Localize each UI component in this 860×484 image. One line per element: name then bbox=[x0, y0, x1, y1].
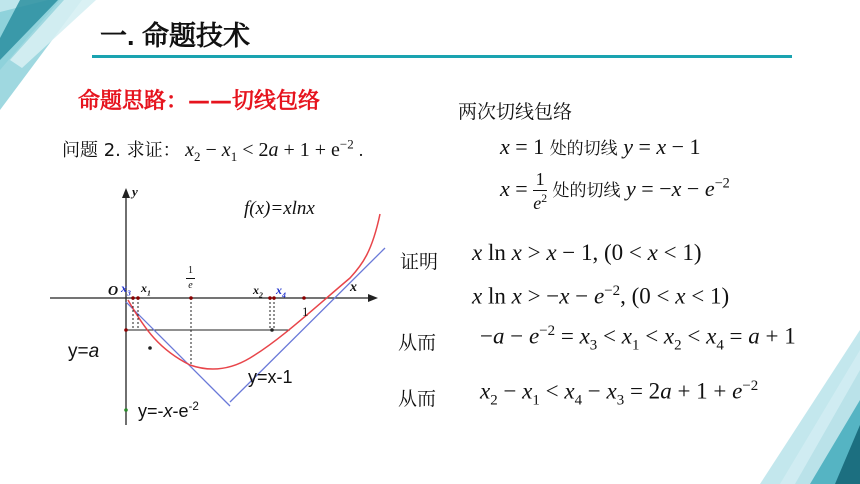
tangent2-label: $y=-x-e^{-2}$ bbox=[138, 400, 199, 421]
x1-label: $x_1$ bbox=[141, 281, 151, 298]
tangent-line-1: x = 1 处的切线 y = x − 1 bbox=[500, 134, 701, 159]
subtitle: 两次切线包络 bbox=[458, 101, 573, 123]
proof-ineq-2: x $\ln x > -x - e^{-2}$, (0 < x < 1) bbox=[472, 283, 730, 309]
function-label: f(x)=xlnx bbox=[244, 198, 315, 219]
page-title: 一. 命题技术 bbox=[100, 21, 251, 51]
proof-label: 证明 bbox=[400, 251, 439, 273]
hence-label-1: 从而 bbox=[398, 332, 437, 354]
x4-label: $x_4$ bbox=[276, 283, 286, 300]
section-heading: 命题思路：——切线包络 bbox=[78, 89, 321, 114]
tangent1-label: y=x-1 bbox=[248, 367, 293, 387]
y-axis-label: y bbox=[132, 184, 138, 199]
function-graph bbox=[50, 180, 390, 430]
x-axis-label: x bbox=[350, 280, 357, 295]
hence-chain: $-a - e^{-2} = x_3 < x_1 < x_2 < x_4 = a + 1$ bbox=[480, 323, 796, 354]
point-x1 bbox=[136, 296, 140, 300]
problem-suffix: . bbox=[358, 140, 364, 160]
tangent-line-2: x = $\frac{1}{e^2}$ 处的切线 $y = -x - e^{-2}$ bbox=[500, 169, 730, 213]
title-underline bbox=[92, 55, 792, 58]
point-a bbox=[124, 328, 128, 332]
point-intercept bbox=[124, 408, 128, 412]
point-tangency-left bbox=[148, 346, 152, 350]
problem-prefix: 问题 2. 求证： bbox=[62, 140, 181, 161]
point-tangency-right bbox=[270, 328, 274, 332]
x-axis-arrow bbox=[368, 294, 378, 302]
one-label: 1 bbox=[302, 304, 309, 319]
point-one bbox=[302, 296, 306, 300]
line-a-label: y=a bbox=[68, 341, 100, 362]
problem-inequality: $x_2 - x_1 < 2a + 1 + e^{-2}$ bbox=[185, 136, 354, 164]
point-x3 bbox=[131, 296, 135, 300]
point-x2 bbox=[268, 296, 272, 300]
y-axis-arrow bbox=[122, 188, 130, 198]
x2-label: $x_2$ bbox=[253, 283, 263, 300]
tangent-line-left bbox=[126, 302, 230, 406]
x3-label: $x_3$ bbox=[121, 281, 131, 298]
proof-ineq-1: x ln x > x − 1, (0 < x < 1) bbox=[472, 240, 702, 265]
origin-label: O bbox=[108, 284, 119, 299]
hence-label-2: 从而 bbox=[398, 388, 437, 410]
point-1-over-e bbox=[189, 296, 193, 300]
problem-statement bbox=[62, 136, 363, 165]
conclusion: $x_2 - x_1 < x_4 - x_3 = 2a + 1 + e^{-2}$ bbox=[480, 378, 759, 409]
one-over-e-label: $\frac{1}{e}$ bbox=[188, 265, 193, 291]
